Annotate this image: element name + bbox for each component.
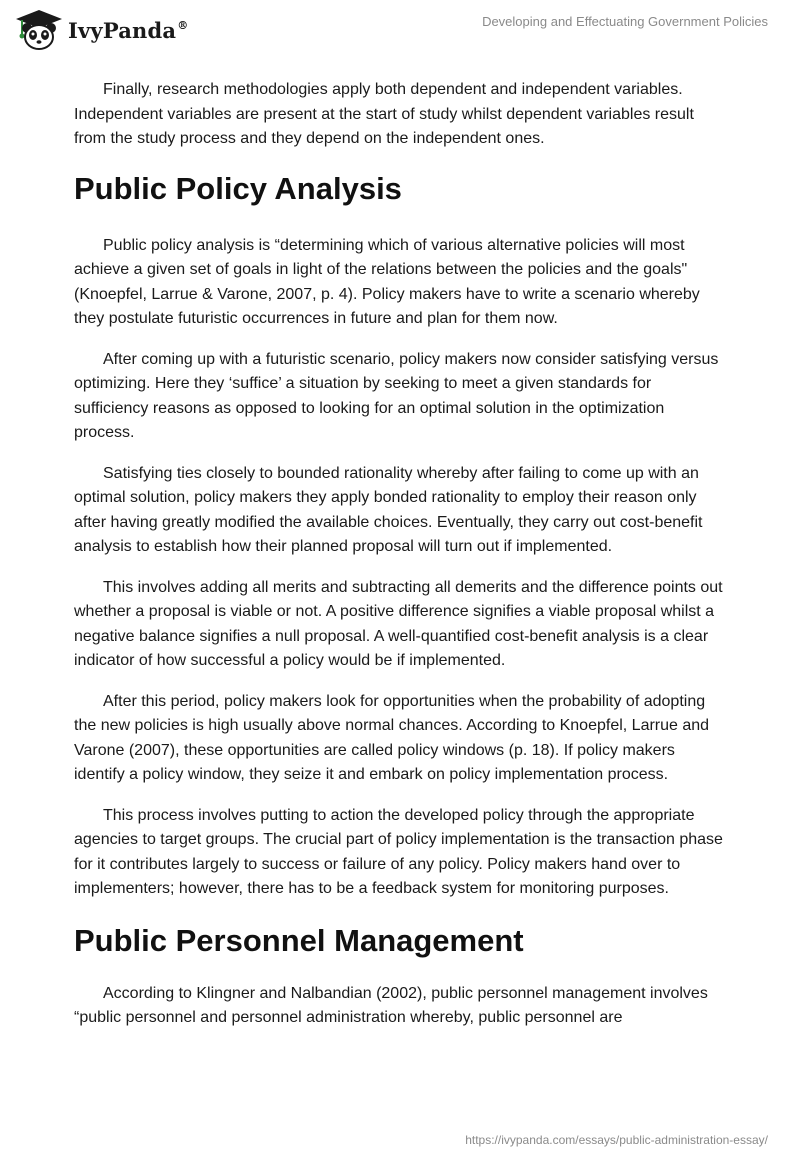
registered-mark: ® (177, 18, 189, 32)
paragraph: This involves adding all merits and subtracting all demerits and the difference points out whether a proposal is viable or not. A positive difference signifies a viable proposal whilst a negative balance signifies a null proposal. A well-quantified cost-benefit analysis is a clear indicator of how successful a policy would be if implemented. (74, 578, 723, 669)
paragraph: This process involves putting to action the developed policy through the appropriate agencies to target groups. The crucial part of policy implementation is the transaction phase for it contributes largely to success or failure of any policy. Policy makers hand over to implementers; however, there has to be a feedback system for monitoring purposes. (74, 806, 723, 897)
paragraph: After this period, policy makers look for opportunities when the probability of adopting the new policies is high usually above normal chances. According to Knoepfel, Larrue and Varone (2007), these opportunities are called policy windows (p. 18). If policy makers identify a policy window, they seize it and embark on policy implementation process. (74, 692, 710, 783)
paragraph: Public policy analysis is “determining which of various alternative policies will most achieve a given set of goals in light of the relations between the policies and the goals" (Knoepfel, Larrue & Varone, 2007, p. 4). Policy makers have to write a scenario whereby they postulate futuristic occurrences in future and plan for them now. (74, 236, 700, 327)
footer-url-link[interactable]: https://ivypanda.com/essays/public-administration-essay/ (465, 1133, 768, 1147)
paragraph: According to Klingner and Nalbandian (2002), public personnel management involves “public personnel and personnel administration whereby, public personnel are (74, 984, 708, 1026)
paragraph: Satisfying ties closely to bounded rationality whereby after failing to come up with an optimal solution, policy makers they apply bonded rationality to employ their reason only after having greatly modified the available choices. Eventually, they carry out cost-benefit analysis to establish how their planned proposal will turn out if implemented. (74, 464, 703, 555)
page-header (0, 0, 800, 64)
section-heading-public-personnel-management: Public Personnel Management (74, 922, 524, 958)
panda-logo-icon (14, 8, 64, 52)
paragraph: After coming up with a futuristic scenario, policy makers now consider satisfying versus optimizing. Here they ‘suffice’ a situation by seeking to meet a given standards for sufficiency reasons as opposed to looking for an optimal solution in the optimization process. (74, 350, 719, 441)
logo-text: IvyPanda® (68, 17, 189, 43)
section-heading-public-policy-analysis: Public Policy Analysis (74, 170, 402, 206)
logo[interactable] (14, 8, 188, 52)
intro-paragraph: Finally, research methodologies apply both dependent and independent variables. Independent variables are present at the start of study whilst dependent variables result from the study process and they depend on the independent ones. (74, 81, 694, 147)
article-body (74, 78, 726, 1047)
document-title: Developing and Effectuating Government Policies (482, 14, 768, 29)
